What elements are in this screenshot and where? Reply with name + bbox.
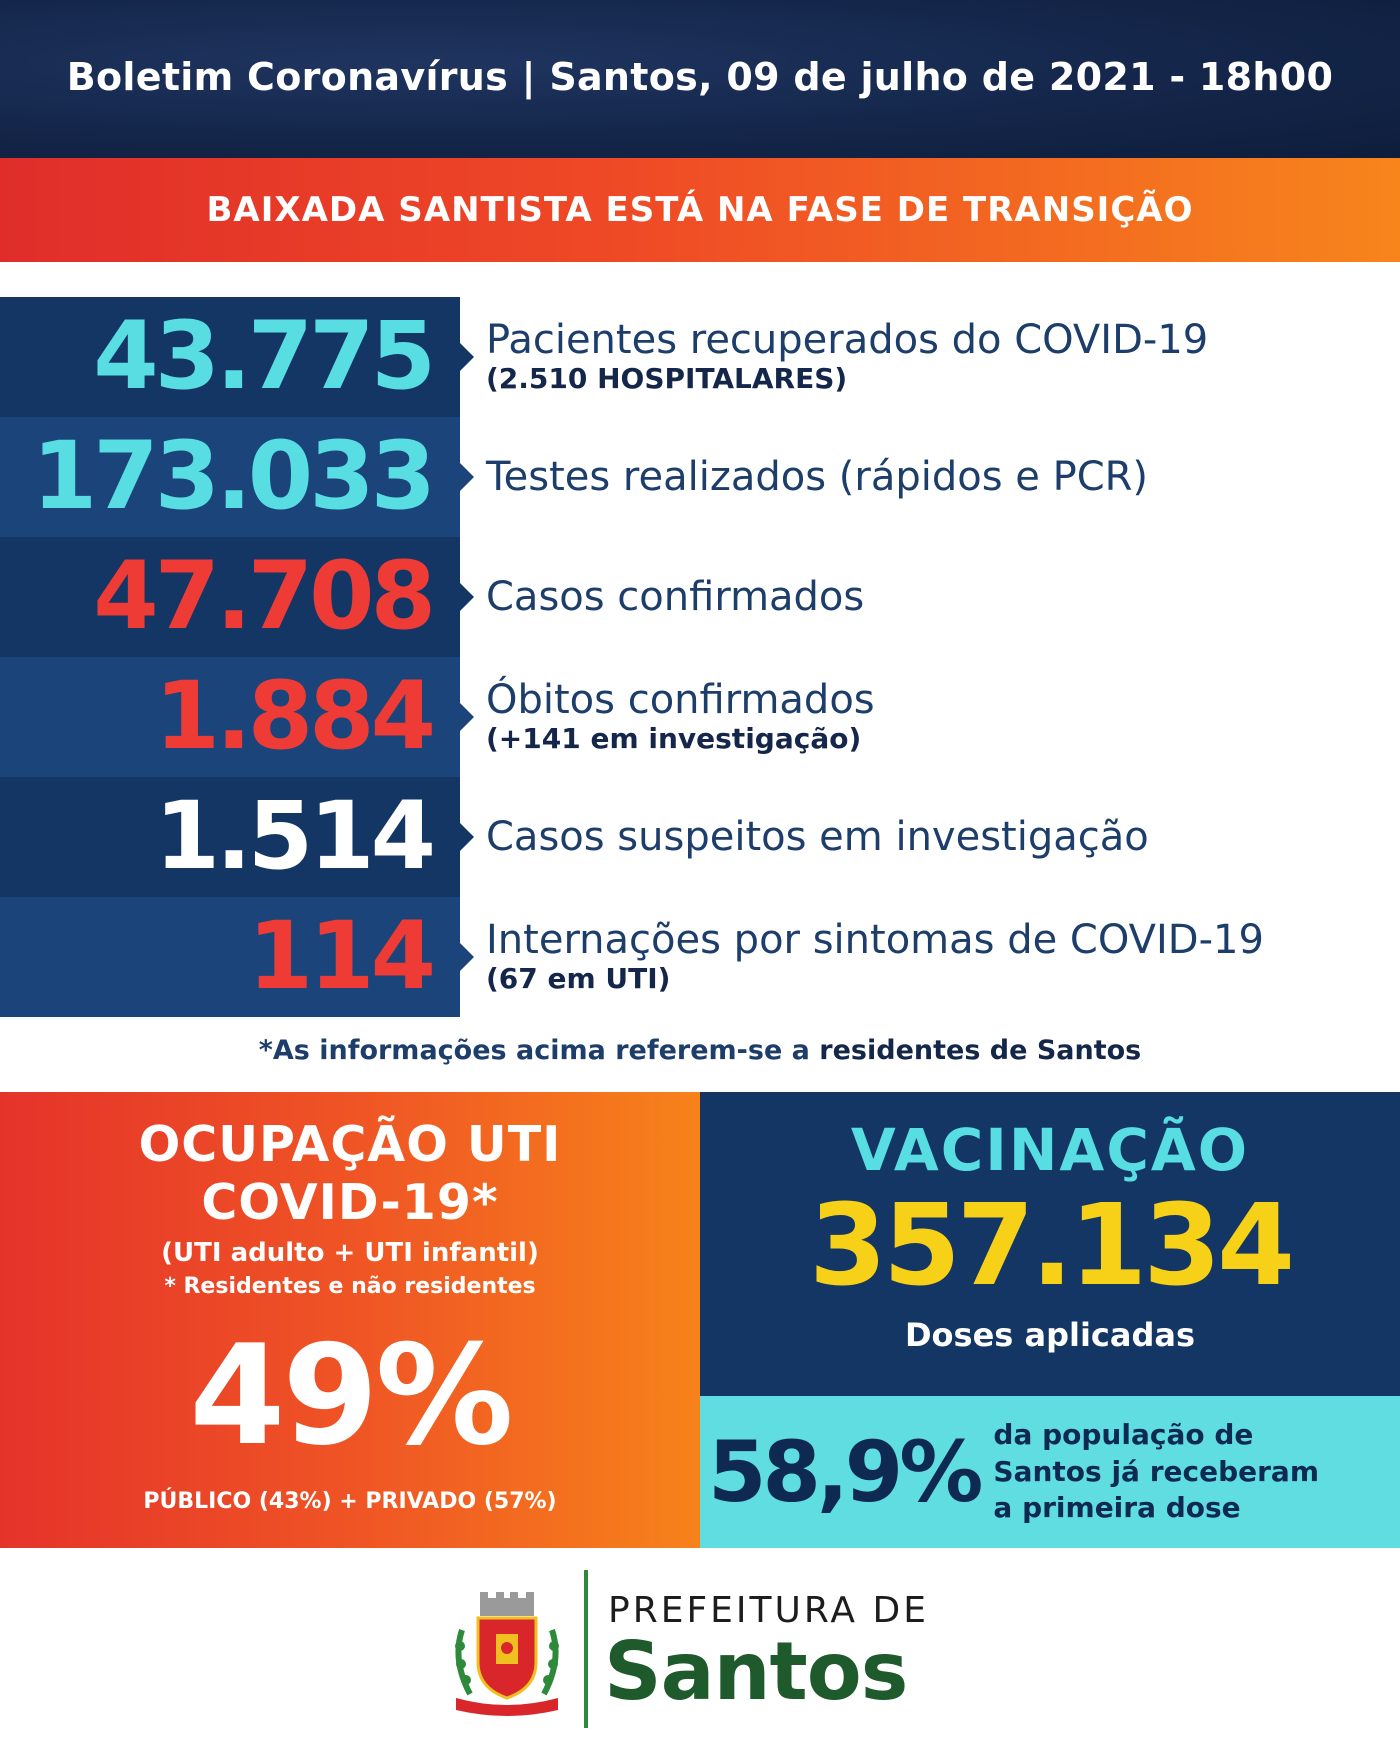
stat-value-box [0,897,460,1017]
stat-value: 1.884 [154,662,432,771]
uti-title-line2: COVID-19* [201,1173,499,1231]
stat-sublabel: (2.510 HOSPITALARES) [486,362,848,396]
doses-count: 357.134 [808,1181,1292,1311]
stat-label: Casos suspeitos em investigação [486,814,1149,860]
stat-value-box [0,537,460,657]
uti-occupancy-panel [0,1092,700,1548]
note-prefix: *As informações acima referem-se a [258,1035,820,1066]
footer [0,1548,1400,1750]
residents-note [0,1035,1400,1066]
city-crest-icon [448,1590,566,1718]
stat-tests [0,417,1400,537]
vaccination-title: VACINAÇÃO [850,1116,1250,1184]
stat-recovered [0,297,1400,417]
stat-suspected [0,777,1400,897]
phase-text: BAIXADA SANTISTA ESTÁ NA FASE DE TRANSIÇÃO [206,190,1194,230]
stat-value: 43.775 [93,302,432,411]
stat-value-box [0,417,460,537]
uti-subtitle-residents: * Residentes e não residentes [164,1273,536,1299]
footer-divider [584,1570,588,1728]
stat-value-box [0,657,460,777]
uti-title [0,1116,700,1232]
phase-banner [0,158,1400,262]
note-emphasis: residentes de Santos [819,1035,1142,1066]
uti-public-private-split: PÚBLICO (43%) + PRIVADO (57%) [143,1488,557,1514]
first-dose-line1: da população de [993,1418,1254,1452]
stat-value: 173.033 [31,422,432,531]
stat-value-box [0,297,460,417]
stats-list [0,297,1400,1017]
stat-description [486,657,1386,777]
first-dose-panel [700,1396,1400,1548]
header-banner [0,0,1400,158]
bulletin-title: Boletim Coronavírus | Santos, 09 de julho de 2021 - 18h00 [66,55,1334,99]
stat-description [486,417,1386,537]
stat-description [486,897,1386,1017]
uti-percent: 49% [189,1314,511,1476]
stat-sublabel: (67 em UTI) [486,962,671,996]
stat-label: Óbitos confirmados [486,677,875,724]
prefeitura-label: PREFEITURA DE [608,1590,929,1631]
city-name: Santos [604,1625,908,1718]
stat-value: 1.514 [154,782,432,891]
stat-sublabel: (+141 em investigação) [486,722,862,756]
first-dose-line3: a primeira dose [993,1491,1241,1525]
doses-label: Doses aplicadas [904,1316,1196,1354]
stat-label: Casos confirmados [486,574,865,620]
first-dose-description [993,1417,1353,1526]
stat-value: 47.708 [93,542,432,651]
stat-hospitalized [0,897,1400,1017]
stat-label: Internações por sintomas de COVID-19 [486,917,1264,964]
uti-title-line1: OCUPAÇÃO UTI [138,1116,562,1173]
first-dose-percent: 58,9% [708,1423,980,1521]
stat-confirmed [0,537,1400,657]
stat-label: Testes realizados (rápidos e PCR) [486,454,1149,500]
stat-value: 114 [247,902,432,1011]
vaccination-panel [700,1092,1400,1396]
stat-description [486,297,1386,417]
stat-deaths [0,657,1400,777]
stat-label: Pacientes recuperados do COVID-19 [486,317,1209,364]
uti-subtitle: (UTI adulto + UTI infantil) [161,1237,539,1268]
first-dose-line2: Santos já receberam [993,1454,1319,1488]
stat-value-box [0,777,460,897]
stat-description [486,537,1386,657]
stat-description [486,777,1386,897]
